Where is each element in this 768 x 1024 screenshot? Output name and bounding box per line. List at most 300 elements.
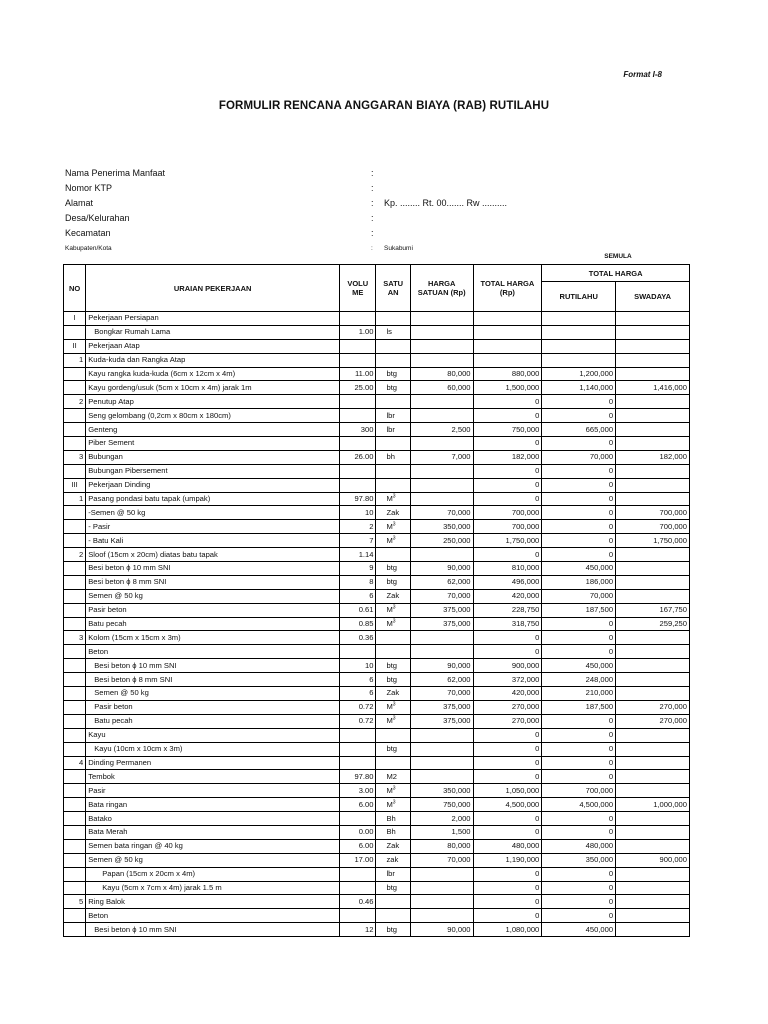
row-rutilahu: 480,000 (542, 839, 616, 853)
row-satuan: Zak (376, 687, 410, 701)
row-swadaya: 167,750 (616, 603, 690, 617)
row-satuan (376, 784, 410, 798)
row-rutilahu: 248,000 (542, 673, 616, 687)
row-volume: 1.00 (340, 325, 376, 339)
row-harga-satuan: 2,500 (410, 423, 473, 437)
table-row (64, 881, 690, 895)
table-row (64, 798, 690, 812)
row-satuan: btg (376, 881, 410, 895)
row-volume: 300 (340, 423, 376, 437)
row-uraian: Batu pecah (86, 714, 340, 728)
row-total-harga: 1,500,000 (473, 381, 542, 395)
row-swadaya (616, 437, 690, 451)
table-row (64, 478, 690, 492)
row-total-harga: 420,000 (473, 687, 542, 701)
row-rutilahu: 187,500 (542, 603, 616, 617)
row-harga-satuan (410, 756, 473, 770)
col-harga-satuan: HARGA SATUAN (Rp) (410, 265, 473, 312)
table-row (64, 700, 690, 714)
row-rutilahu: 0 (542, 464, 616, 478)
row-swadaya (616, 923, 690, 937)
row-rutilahu: 0 (542, 645, 616, 659)
table-row (64, 728, 690, 742)
row-harga-satuan: 1,500 (410, 825, 473, 839)
table-row (64, 687, 690, 701)
row-rutilahu (542, 339, 616, 353)
unit-exponent: 3 (392, 535, 396, 542)
row-total-harga: 880,000 (473, 367, 542, 381)
row-volume: 17.00 (340, 853, 376, 867)
row-no (64, 409, 86, 423)
row-swadaya (616, 784, 690, 798)
info-label: Kabupaten/Kota (65, 245, 112, 252)
table-row (64, 659, 690, 673)
row-no (64, 784, 86, 798)
row-harga-satuan (410, 464, 473, 478)
table-row (64, 603, 690, 617)
row-no (64, 562, 86, 576)
row-satuan (376, 339, 410, 353)
row-harga-satuan (410, 881, 473, 895)
row-uraian: Kayu (10cm x 10cm x 3m) (86, 742, 340, 756)
unit-exponent: 3 (392, 604, 396, 611)
row-volume (340, 756, 376, 770)
row-volume: 6.00 (340, 798, 376, 812)
row-volume: 0.36 (340, 631, 376, 645)
row-uraian: Semen @ 50 kg (86, 687, 340, 701)
row-uraian: Pasir beton (86, 603, 340, 617)
row-rutilahu: 450,000 (542, 923, 616, 937)
row-swadaya (616, 825, 690, 839)
row-harga-satuan: 375,000 (410, 700, 473, 714)
row-no (64, 617, 86, 631)
col-satuan: SATU AN (376, 265, 410, 312)
row-satuan (376, 700, 410, 714)
row-no: 3 (64, 631, 86, 645)
table-row (64, 645, 690, 659)
row-harga-satuan: 80,000 (410, 839, 473, 853)
unit-exponent: 3 (392, 715, 396, 722)
row-harga-satuan: 70,000 (410, 687, 473, 701)
row-satuan (376, 353, 410, 367)
row-satuan: btg (376, 659, 410, 673)
unit-base: M (386, 535, 393, 545)
row-harga-satuan: 70,000 (410, 853, 473, 867)
row-volume (340, 742, 376, 756)
row-uraian: - Batu Kali (86, 534, 340, 548)
row-volume: 10 (340, 659, 376, 673)
row-satuan (376, 728, 410, 742)
row-total-harga: 810,000 (473, 562, 542, 576)
row-rutilahu: 350,000 (542, 853, 616, 867)
row-volume: 97.80 (340, 770, 376, 784)
row-no (64, 575, 86, 589)
row-harga-satuan: 250,000 (410, 534, 473, 548)
row-uraian: -Semen @ 50 kg (86, 506, 340, 520)
row-swadaya (616, 575, 690, 589)
row-harga-satuan: 80,000 (410, 367, 473, 381)
row-no: 1 (64, 492, 86, 506)
row-harga-satuan: 7,000 (410, 450, 473, 464)
row-rutilahu: 0 (542, 506, 616, 520)
row-satuan: Bh (376, 825, 410, 839)
unit-base: M (386, 799, 393, 809)
unit-exponent: 3 (392, 785, 396, 792)
row-no (64, 798, 86, 812)
row-total-harga: 420,000 (473, 589, 542, 603)
row-total-harga: 1,050,000 (473, 784, 542, 798)
row-no (64, 506, 86, 520)
row-volume (340, 464, 376, 478)
row-uraian: Bubungan (86, 450, 340, 464)
info-label: Kecamatan (65, 228, 111, 238)
row-satuan: btg (376, 381, 410, 395)
row-satuan (376, 631, 410, 645)
table-row (64, 575, 690, 589)
info-row (65, 181, 665, 196)
row-no (64, 909, 86, 923)
row-satuan: btg (376, 673, 410, 687)
table-row (64, 492, 690, 506)
row-swadaya (616, 367, 690, 381)
table-row (64, 756, 690, 770)
row-total-harga: 182,000 (473, 450, 542, 464)
row-harga-satuan: 90,000 (410, 923, 473, 937)
row-swadaya: 1,416,000 (616, 381, 690, 395)
row-volume (340, 881, 376, 895)
row-rutilahu: 0 (542, 520, 616, 534)
row-uraian: Semen @ 50 kg (86, 589, 340, 603)
row-swadaya (616, 742, 690, 756)
row-swadaya (616, 562, 690, 576)
row-total-harga: 318,750 (473, 617, 542, 631)
table-row (64, 714, 690, 728)
unit-base: M (386, 702, 393, 712)
row-uraian: Pekerjaan Dinding (86, 478, 340, 492)
info-row (65, 166, 665, 181)
semula-label: SEMULA (604, 253, 632, 260)
row-uraian: Bata Merah (86, 825, 340, 839)
row-total-harga: 0 (473, 492, 542, 506)
row-swadaya (616, 839, 690, 853)
row-satuan: bh (376, 450, 410, 464)
table-row (64, 839, 690, 853)
table-row (64, 353, 690, 367)
row-total-harga: 0 (473, 895, 542, 909)
row-satuan: ls (376, 325, 410, 339)
info-row (65, 196, 665, 211)
row-volume: 11.00 (340, 367, 376, 381)
row-harga-satuan (410, 909, 473, 923)
row-no: II (64, 339, 86, 353)
row-rutilahu: 186,000 (542, 575, 616, 589)
row-swadaya (616, 423, 690, 437)
row-uraian: Kuda-kuda dan Rangka Atap (86, 353, 340, 367)
row-rutilahu: 0 (542, 881, 616, 895)
unit-exponent: 3 (392, 701, 396, 708)
unit-base: M (386, 716, 393, 726)
row-swadaya (616, 867, 690, 881)
table-row (64, 631, 690, 645)
row-swadaya (616, 881, 690, 895)
row-no (64, 881, 86, 895)
row-rutilahu: 450,000 (542, 562, 616, 576)
row-no (64, 923, 86, 937)
row-volume (340, 353, 376, 367)
row-total-harga (473, 353, 542, 367)
row-volume: 9 (340, 562, 376, 576)
row-volume (340, 645, 376, 659)
row-rutilahu: 0 (542, 534, 616, 548)
info-value: Kp. ........ Rt. 00....... Rw .......... (384, 198, 508, 208)
row-no (64, 853, 86, 867)
row-total-harga (473, 312, 542, 326)
row-rutilahu: 0 (542, 478, 616, 492)
row-no (64, 867, 86, 881)
rab-table (63, 264, 690, 937)
table-row (64, 312, 690, 326)
col-group-total-harga: TOTAL HARGA (542, 265, 690, 282)
table-row (64, 742, 690, 756)
row-uraian: Seng gelombang (0,2cm x 80cm x 180cm) (86, 409, 340, 423)
table-row (64, 395, 690, 409)
info-colon: : (371, 198, 374, 208)
row-harga-satuan: 62,000 (410, 575, 473, 589)
row-satuan (376, 395, 410, 409)
table-row (64, 867, 690, 881)
row-harga-satuan: 90,000 (410, 562, 473, 576)
row-harga-satuan (410, 895, 473, 909)
row-swadaya (616, 812, 690, 826)
row-no (64, 812, 86, 826)
row-volume: 0.72 (340, 714, 376, 728)
row-no (64, 603, 86, 617)
row-rutilahu (542, 325, 616, 339)
table-row (64, 562, 690, 576)
table-row (64, 464, 690, 478)
table-row (64, 409, 690, 423)
row-harga-satuan (410, 409, 473, 423)
row-total-harga: 0 (473, 728, 542, 742)
info-label: Desa/Kelurahan (65, 213, 130, 223)
unit-exponent: 3 (392, 618, 396, 625)
row-volume: 10 (340, 506, 376, 520)
row-no (64, 673, 86, 687)
row-rutilahu: 70,000 (542, 589, 616, 603)
col-total-harga: TOTAL HARGA (Rp) (473, 265, 542, 312)
row-uraian: Besi beton ϕ 10 mm SNI (86, 923, 340, 937)
row-total-harga: 0 (473, 812, 542, 826)
info-colon: : (371, 168, 374, 178)
row-harga-satuan (410, 325, 473, 339)
row-rutilahu: 4,500,000 (542, 798, 616, 812)
row-volume (340, 867, 376, 881)
unit-exponent: 3 (392, 799, 396, 806)
row-total-harga: 1,190,000 (473, 853, 542, 867)
table-row (64, 520, 690, 534)
row-swadaya (616, 312, 690, 326)
row-uraian: Besi beton ϕ 8 mm SNI (86, 673, 340, 687)
row-swadaya: 259,250 (616, 617, 690, 631)
row-swadaya (616, 728, 690, 742)
row-harga-satuan (410, 312, 473, 326)
row-swadaya (616, 673, 690, 687)
row-harga-satuan (410, 478, 473, 492)
row-volume: 25.00 (340, 381, 376, 395)
row-uraian: Penutup Atap (86, 395, 340, 409)
row-total-harga: 1,750,000 (473, 534, 542, 548)
info-colon: : (371, 183, 374, 193)
row-uraian: Bubungan Pibersement (86, 464, 340, 478)
row-harga-satuan (410, 353, 473, 367)
row-satuan (376, 909, 410, 923)
info-colon: : (371, 213, 374, 223)
row-harga-satuan (410, 548, 473, 562)
row-no (64, 742, 86, 756)
row-no (64, 728, 86, 742)
row-total-harga: 0 (473, 409, 542, 423)
row-harga-satuan (410, 631, 473, 645)
format-label: Format I-8 (623, 70, 662, 79)
row-no (64, 645, 86, 659)
row-rutilahu: 700,000 (542, 784, 616, 798)
row-volume (340, 437, 376, 451)
row-harga-satuan: 350,000 (410, 784, 473, 798)
row-rutilahu: 0 (542, 756, 616, 770)
row-swadaya (616, 645, 690, 659)
row-uraian: Ring Balok (86, 895, 340, 909)
col-volume: VOLU ME (340, 265, 376, 312)
row-uraian: Pasir (86, 784, 340, 798)
row-swadaya (616, 492, 690, 506)
row-harga-satuan (410, 728, 473, 742)
row-uraian: Kayu (86, 728, 340, 742)
row-uraian: Batako (86, 812, 340, 826)
table-row (64, 673, 690, 687)
row-harga-satuan (410, 770, 473, 784)
row-swadaya: 1,000,000 (616, 798, 690, 812)
row-no (64, 437, 86, 451)
row-volume (340, 812, 376, 826)
row-swadaya (616, 478, 690, 492)
row-volume (340, 339, 376, 353)
row-satuan: btg (376, 575, 410, 589)
row-no: 4 (64, 756, 86, 770)
row-rutilahu: 0 (542, 909, 616, 923)
row-no (64, 687, 86, 701)
row-swadaya (616, 756, 690, 770)
row-total-harga: 900,000 (473, 659, 542, 673)
row-total-harga: 0 (473, 478, 542, 492)
row-no (64, 520, 86, 534)
row-swadaya: 1,750,000 (616, 534, 690, 548)
row-rutilahu: 0 (542, 770, 616, 784)
row-swadaya (616, 339, 690, 353)
row-uraian: Bata ringan (86, 798, 340, 812)
table-row (64, 367, 690, 381)
row-satuan (376, 520, 410, 534)
row-rutilahu (542, 312, 616, 326)
row-rutilahu: 450,000 (542, 659, 616, 673)
row-no (64, 659, 86, 673)
row-uraian: Batu pecah (86, 617, 340, 631)
row-satuan: Zak (376, 589, 410, 603)
table-row (64, 617, 690, 631)
row-rutilahu: 1,140,000 (542, 381, 616, 395)
unit-base: M (386, 494, 393, 504)
row-rutilahu: 0 (542, 895, 616, 909)
table-row (64, 506, 690, 520)
info-label: Alamat (65, 198, 94, 208)
table-row (64, 437, 690, 451)
row-total-harga: 480,000 (473, 839, 542, 853)
table-row (64, 423, 690, 437)
table-row (64, 589, 690, 603)
row-harga-satuan (410, 742, 473, 756)
row-satuan: lbr (376, 409, 410, 423)
row-swadaya (616, 631, 690, 645)
row-rutilahu: 0 (542, 825, 616, 839)
row-rutilahu: 0 (542, 409, 616, 423)
row-total-harga: 0 (473, 825, 542, 839)
row-harga-satuan: 70,000 (410, 506, 473, 520)
row-harga-satuan (410, 645, 473, 659)
row-uraian: Pasang pondasi batu tapak (umpak) (86, 492, 340, 506)
row-satuan (376, 798, 410, 812)
row-total-harga: 0 (473, 881, 542, 895)
table-row (64, 812, 690, 826)
row-swadaya (616, 548, 690, 562)
row-rutilahu: 0 (542, 617, 616, 631)
row-total-harga: 228,750 (473, 603, 542, 617)
row-volume (340, 478, 376, 492)
row-satuan: btg (376, 923, 410, 937)
col-no: NO (64, 265, 86, 312)
unit-base: M (386, 521, 393, 531)
row-satuan: M2 (376, 770, 410, 784)
row-uraian: Pasir beton (86, 700, 340, 714)
table-row (64, 770, 690, 784)
row-satuan (376, 312, 410, 326)
row-uraian: - Pasir (86, 520, 340, 534)
recipient-info (65, 166, 665, 254)
row-total-harga (473, 325, 542, 339)
row-total-harga: 4,500,000 (473, 798, 542, 812)
row-volume: 8 (340, 575, 376, 589)
info-colon: : (371, 245, 373, 252)
row-rutilahu: 0 (542, 631, 616, 645)
row-total-harga: 0 (473, 548, 542, 562)
row-swadaya: 700,000 (616, 520, 690, 534)
row-no (64, 770, 86, 784)
col-rutilahu: RUTILAHU (542, 282, 616, 312)
row-uraian: Besi beton ϕ 10 mm SNI (86, 562, 340, 576)
row-uraian: Besi beton ϕ 10 mm SNI (86, 659, 340, 673)
row-uraian: Besi beton ϕ 8 mm SNI (86, 575, 340, 589)
row-harga-satuan: 62,000 (410, 673, 473, 687)
row-satuan (376, 478, 410, 492)
row-uraian: Semen @ 50 kg (86, 853, 340, 867)
row-satuan (376, 895, 410, 909)
row-volume: 26.00 (340, 450, 376, 464)
unit-base: M (386, 619, 393, 629)
table-row (64, 909, 690, 923)
row-total-harga: 0 (473, 909, 542, 923)
table-row (64, 853, 690, 867)
row-rutilahu: 0 (542, 492, 616, 506)
row-satuan (376, 548, 410, 562)
row-total-harga: 0 (473, 464, 542, 478)
